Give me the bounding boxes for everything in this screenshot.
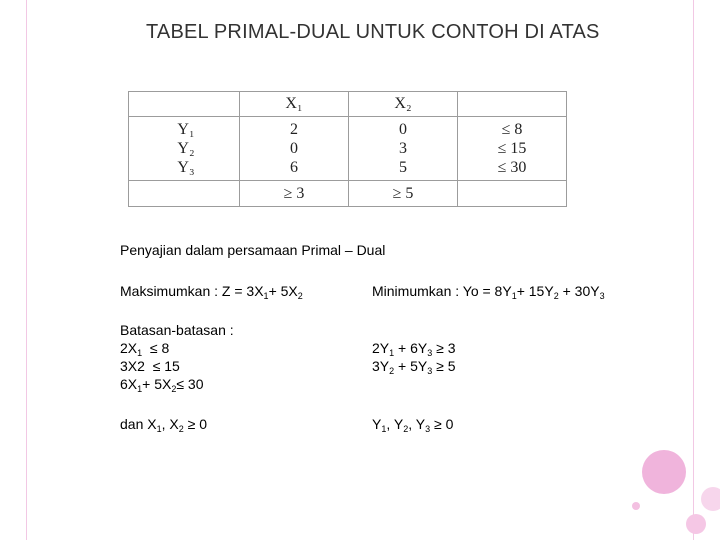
primal-nonnegativity: dan $X_1$, $X_2 \ge 0$ <box>120 416 207 434</box>
row-header-y1: Y₁ <box>177 121 195 138</box>
table-cell: 6 <box>290 159 298 176</box>
dual-nonnegativity: $Y_1$, $Y_2$, $Y_3 \ge 0$ <box>372 416 454 434</box>
col-x2-values <box>349 117 458 181</box>
table-cell: 5 <box>399 159 407 176</box>
table-cell: ≤ 15 <box>497 140 527 157</box>
row-header-y3: Y₃ <box>177 159 195 176</box>
table-cell: 0 <box>399 121 407 138</box>
row-headers <box>129 117 240 181</box>
table-cell: 2 <box>290 121 298 138</box>
col-x1-values <box>240 117 349 181</box>
col-header-rhs <box>458 92 567 117</box>
decorative-circle-tiny <box>632 502 640 510</box>
col-header-x2: X₂ <box>349 92 458 117</box>
slide-title: TABEL PRIMAL-DUAL UNTUK CONTOH DI ATAS <box>146 21 600 43</box>
bottom-cell-x1: ≥ 3 <box>240 181 349 207</box>
dual-constraint-2: $3Y_2 + 5Y_3 \ge 5$ <box>372 358 456 376</box>
primal-constraints <box>120 321 234 393</box>
primal-constraint-2: 3X2 ≤ 15 <box>120 358 180 374</box>
section-heading: Penyajian dalam persamaan Primal – Dual <box>120 242 386 258</box>
table-cell: 0 <box>290 140 298 157</box>
decorative-circle-small <box>686 514 706 534</box>
primal-dual-table <box>128 91 567 207</box>
dual-objective: Minimumkan : $Yo = 8Y_1+ 15Y_2 + 30Y_3$ <box>372 283 605 301</box>
table-cell: ≤ 8 <box>501 121 523 138</box>
row-header-y2: Y₂ <box>177 140 195 157</box>
right-frame-line <box>693 0 694 540</box>
primal-constraint-1: $2X_1 \le 8$ <box>120 340 170 358</box>
bottom-cell-x2: ≥ 5 <box>349 181 458 207</box>
constraints-label: Batasan-batasan : <box>120 322 234 338</box>
table-cell: ≤ 30 <box>497 159 527 176</box>
left-frame-line <box>26 0 27 540</box>
primal-objective: Maksimumkan : $Z = 3X_1+ 5X_2$ <box>120 283 303 301</box>
decorative-circle-medium <box>701 487 720 511</box>
table-corner-bottom <box>129 181 240 207</box>
primal-constraint-3: $6X_1+ 5X_2\le 30$ <box>120 376 204 394</box>
bottom-cell-empty <box>458 181 567 207</box>
col-header-x1: X₁ <box>240 92 349 117</box>
rhs-values <box>458 117 567 181</box>
table-cell: 3 <box>399 140 407 157</box>
dual-constraint-1: $2Y_1 + 6Y_3 \ge 3$ <box>372 340 456 358</box>
dual-constraints <box>372 339 456 375</box>
table-corner-cell <box>129 92 240 117</box>
decorative-circle-large <box>642 450 686 494</box>
